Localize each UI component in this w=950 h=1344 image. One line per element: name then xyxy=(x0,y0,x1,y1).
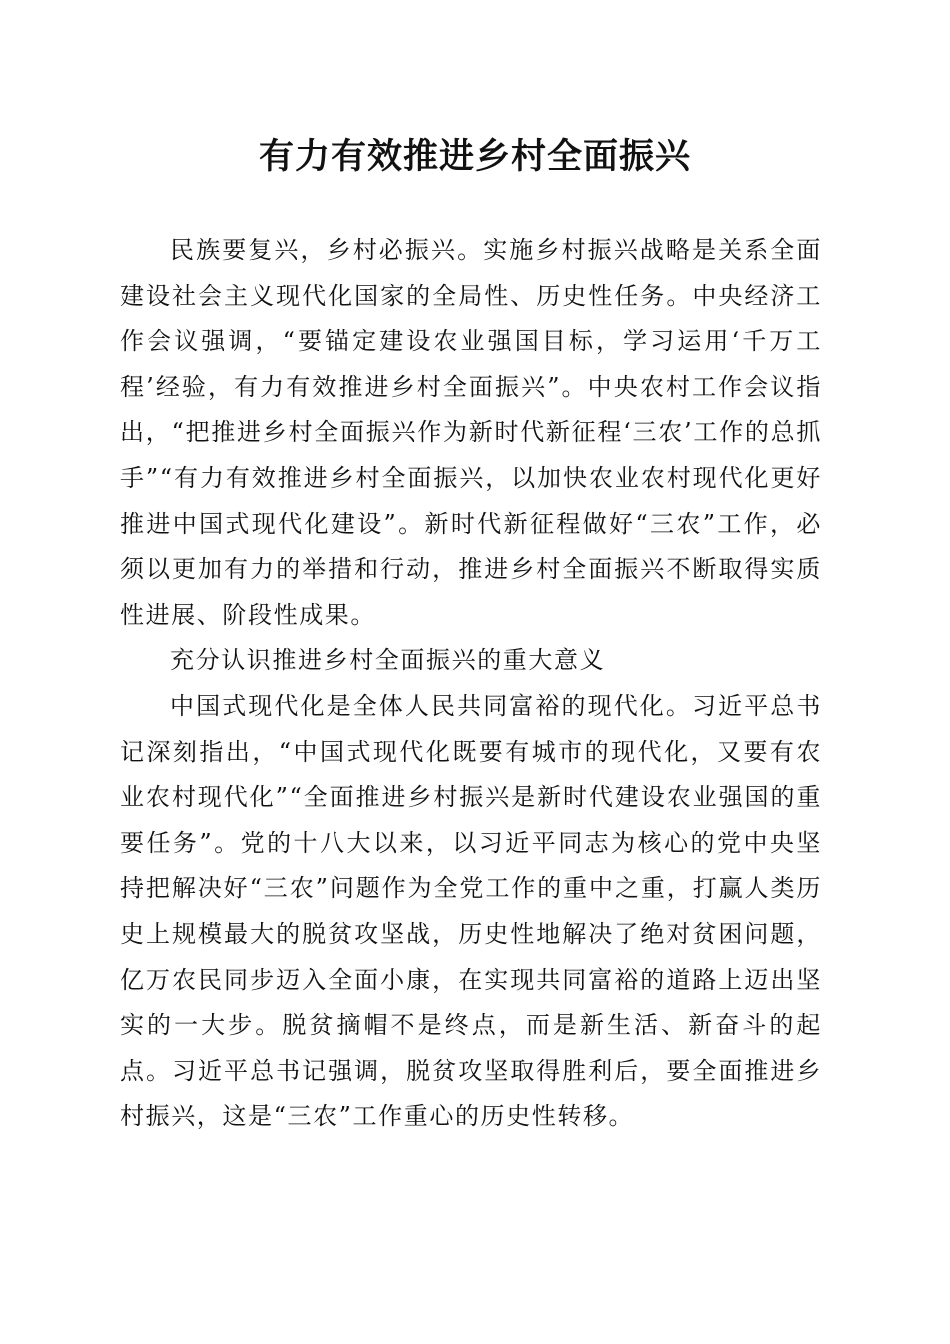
paragraph-significance: 中国式现代化是全体人民共同富裕的现代化。习近平总书记深刻指出，“中国式现代化既要有城市的现代化，又要有农业农村现代化”“全面推进乡村振兴是新时代建设农业强国的重要任务”。党的十八大以来，以习近平同志为核心的党中央坚持把解决好“三农”问题作为全党工作的重中之重，打赢人类历史上规模最大的脱贫攻坚战，历史性地解决了绝对贫困问题，亿万农民同步迈入全面小康，在实现共同富裕的道路上迈出坚实的一大步。脱贫摘帽不是终点，而是新生活、新奋斗的起点。习近平总书记强调，脱贫攻坚取得胜利后，要全面推进乡村振兴，这是“三农”工作重心的历史性转移。 xyxy=(120,691,822,1131)
section-heading: 充分认识推进乡村全面振兴的重大意义 xyxy=(170,646,606,675)
document-title: 有力有效推进乡村全面振兴 xyxy=(258,136,691,177)
document-body xyxy=(120,228,822,1140)
paragraph-intro: 民族要复兴，乡村必振兴。实施乡村振兴战略是关系全面建设社会主义现代化国家的全局性、历史性任务。中央经济工作会议强调，“要锚定建设农业强国目标，学习运用‘千万工程’经验，有力有效推进乡村全面振兴”。中央农村工作会议指出，“把推进乡村全面振兴作为新时代新征程‘三农’工作的总抓手”“有力有效推进乡村全面振兴，以加快农业农村现代化更好推进中国式现代化建设”。新时代新征程做好“三农”工作，必须以更加有力的举措和行动，推进乡村全面振兴不断取得实质性进展、阶段性成果。 xyxy=(120,236,822,629)
